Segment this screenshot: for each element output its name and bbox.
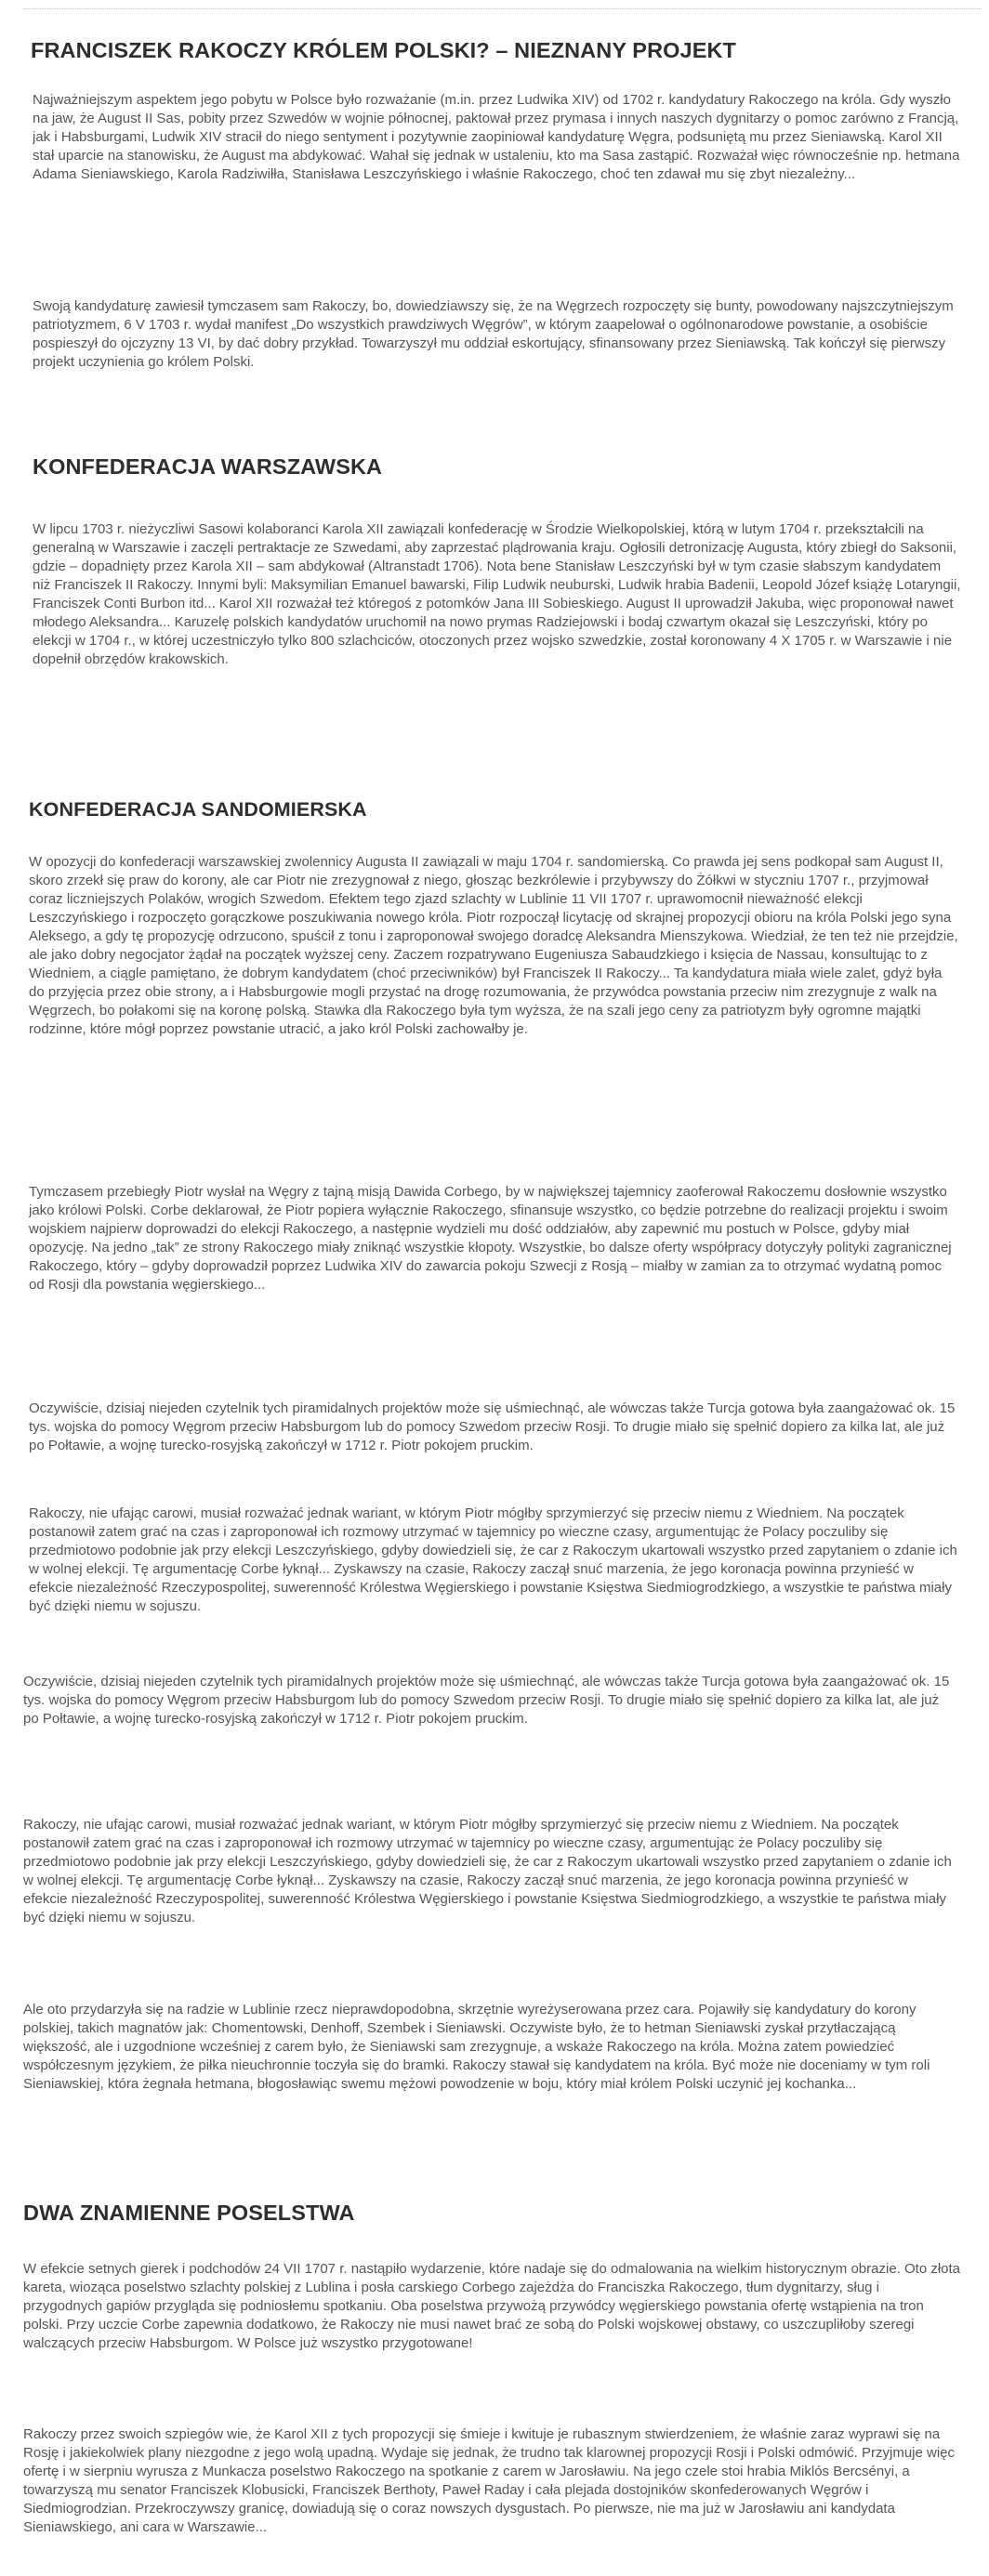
paragraph: W opozycji do konfederacji warszawskiej zwolennicy Augusta II zawiązali w maju 1704 r. sandomierską. Co prawda jej sens podkopał sam August II, skoro zrzekł się praw do korony, ale car Piotr nie zrezygnował z niego, głosząc bezkrólewie i przybywszy do Żółkwi w styczniu 1707 r., przyjmował coraz liczniejszych Polaków, wrogich Szwedom. Efektem tego zjazd szlachty w Lublinie 11 VII 1707 r. uprawomocnił nieważność elekcji Leszczyńskiego i rozpoczęto gorączkowe poszukiwania nowego króla. Piotr rozpoczął licytację od skrajnej propozycji obioru na króla Polski jego syna Aleksego, a gdy tę propozycję odrzucono, spuścił z tonu i zaproponował swojego doradcę Aleksandra Mienszykowa. Wiedział, że ten też nie przejdzie, ale jako dobry negocjator żądał na początek wyższej ceny. Zaczem rozpatrywano Eugeniusza Sabaudzkiego i księcia de Nassau, konsultując to z Wiedniem, a ciągle pamiętano, że dobrym kandydatem (choć przeciwników) był Franciszek II Rakoczy... Ta kandydatura miała wiele zalet, gdyż była do przyjęcia przez obie strony, a i Habsburgowie mogli przystać na drogę rozumowania, że przywódca powstania przeciw nim zrezygnuje z walk na Węgrzech, bo połakomi się na koronę polską. Stawka dla Rakoczego była tym wyższa, że na szali jego ceny za patriotyzm były ogromne majątki rodzinne, które mógł poprzez powstanie utracić, a jako król Polski zachowałby je. — [29, 854, 958, 1037]
paragraph: Swoją kandydaturę zawiesił tymczasem sam Rakoczy, bo, dowiedziawszy się, że na Węgrzech rozpoczęty się bunty, powodowany najszczytniejszym patriotyzmem, 6 V 1703 r. wydał manifest „Do wszystkich prawdziwych Węgrów”, w którym zaapelował o ogólnonarodowe powstanie, a osobiście pospieszył do ojczyzny 13 VI, by dać dobry przykład. Towarzyszył mu oddział eskortujący, sfinansowany przez Sieniawską. Tak kończył się pierwszy projekt uczynienia go królem Polski. — [33, 298, 954, 370]
section-title: KONFEDERACJA WARSZAWSKA — [33, 454, 383, 479]
paragraph: Oczywiście, dzisiaj niejeden czytelnik tych piramidalnych projektów może się uśmiechnąć, ale wówczas także Turcja gotowa była zaangażować ok. 15 tys. wojska do pomocy Węgrom przeciw Habsburgom lub do pomocy Szwedom przeciw Rosji. To drugie miało się spełnić dopiero za kilka lat, ale już po Połtawie, a wojnę turecko-rosyjską zakończył w 1712 r. Piotr pokojem pruckim. — [29, 1400, 956, 1453]
paragraph: Tymczasem przebiegły Piotr wysłał na Węgry z tajną misją Dawida Corbego, by w największej tajemnicy zaoferował Rakoczemu dosłownie wszystko jako królowi Polski. Corbe deklarował, że Piotr popiera wyłącznie Rakoczego, sfinansuje wszystko, co będzie potrzebne do realizacji projektu i swoim wojskiem najpierw doprowadzi do elekcji Rakoczego, a następnie wydzieli mu dość oddziałów, aby zapewnić mu postuch w Polsce, gdyby miał opozycję. Na jedno „tak” ze strony Rakoczego miały zniknąć wszystkie kłopoty. Wszystkie, bo dalsze oferty współpracy dotyczyły polityki zagranicznej Rakoczego, który – gdyby doprowadził poprzez Ludwika XIV do zawarcia pokoju Szwecji z Rosją – miałby w zamian za to otrzymać wydatną pomoc od Rosji dla powstania węgierskiego... — [29, 1184, 952, 1293]
paragraph: Rakoczy, nie ufając carowi, musiał rozważać jednak wariant, w którym Piotr mógłby sprzymierzyć się przeciw niemu z Wiedniem. Na początek postanowił zatem grać na czas i zaproponował ich rozmowy utrzymać w tajemnicy po wieczne czasy, argumentując że Polacy poczuliby się przedmiotowo podobnie jak przy elekcji Leszczyńskiego, gdyby dowiedzieli się, że car z Rakoczym ukartowali wszystko przed zapytaniem o zdanie ich w wolnej elekcji. Tę argumentację Corbe łyknął... Zyskawszy na czasie, Rakoczy zaczął snuć marzenia, że jego koronacja powinna przynieść w efekcie niezależność Rzeczypospolitej, suwerenność Królestwa Węgierskiego i powstanie Księstwa Siedmiogrodzkiego, a wszystkie te państwa miały być dzięki niemu w sojuszu. — [23, 1817, 952, 1925]
paragraph: Rakoczy przez swoich szpiegów wie, że Karol XII z tych propozycji się śmieje i kwituje je rubasznym stwierdzeniem, że właśnie zaraz wyprawi się na Rosję i jakiekolwiek plany niezgodne z jego wolą upadną. Wydaje się jednak, że trudno tak klarownej propozycji Rosji i Polski odmówić. Przyjmuje więc ofertę i w sierpniu wyrusza z Munkacza poselstwo Rakoczego na spotkanie z carem w Jarosławiu. Na jego czele stoi hrabia Miklós Bercsényi, a towarzyszą mu senator Franciszek Klobusicki, Franciszek Berthoty, Paweł Raday i cała plejada dostojników skonfederowanych Węgrów i Siedmiogrodzian. Przekroczywszy granicę, dowiadują się o coraz nowszych dysgustach. Po pierwsze, nie ma już w Jarosławiu ani kandydata Sieniawskiego, ani cara w Warszawie... — [23, 2426, 956, 2535]
section-title: FRANCISZEK RAKOCZY KRÓLEM POLSKI? – NIEZNANY PROJEKT — [31, 38, 737, 62]
paragraph: Najważniejszym aspektem jego pobytu w Polsce było rozważanie (m.in. przez Ludwika XIV) od 1702 r. kandydatury Rakoczego na króla. Gdy wyszło na jaw, że August II Sas, pobity przez Szwedów w wojnie północnej, paktował przez prymasa i innych naszych dygnitarzy o pomoc zarówno z Francją, jak i Habsburgami, Ludwik XIV stracił do niego sentyment i pozytywnie zaopiniował kandydaturę Węgra, podsuniętą mu przez Sieniawską. Karol XII stał uparcie na stanowisku, że August ma abdykować. Wahał się jednak w ustaleniu, kto ma Sasa zastąpić. Rozważał więc równocześnie np. hetmana Adama Sieniawskiego, Karola Radziwiłła, Stanisława Leszczyńskiego i właśnie Rakoczego, choć ten zdawał mu się zbyt niezależny... — [33, 92, 960, 182]
section-title: DWA ZNAMIENNE POSELSTWA — [23, 2201, 355, 2225]
paragraph: Oczywiście, dzisiaj niejeden czytelnik tych piramidalnych projektów może się uśmiechnąć, ale wówczas także Turcja gotowa była zaangażować ok. 15 tys. wojska do pomocy Węgrom przeciw Habsburgom lub do pomocy Szwedom przeciw Rosji. To drugie miało się spełnić dopiero za kilka lat, ale już po Połtawie, a wojnę turecko-rosyjską zakończył w 1712 r. Piotr pokojem pruckim. — [23, 1674, 950, 1727]
paragraph: Rakoczy, nie ufając carowi, musiał rozważać jednak wariant, w którym Piotr mógłby sprzymierzyć się przeciw niemu z Wiedniem. Na początek postanowił zatem grać na czas i zaproponował ich rozmowy utrzymać w tajemnicy po wieczne czasy, argumentując że Polacy poczuliby się przedmiotowo podobnie jak przy elekcji Leszczyńskiego, gdyby dowiedzieli się, że car z Rakoczym ukartowali wszystko przed zapytaniem o zdanie ich w wolnej elekcji. Tę argumentację Corbe łyknął... Zyskawszy na czasie, Rakoczy zaczął snuć marzenia, że jego koronacja powinna przynieść w efekcie niezależność Rzeczypospolitej, suwerenność Królestwa Węgierskiego i powstanie Księstwa Siedmiogrodzkiego, a wszystkie te państwa miały być dzięki niemu w sojuszu. — [29, 1505, 957, 1614]
section-title: KONFEDERACJA SANDOMIERSKA — [29, 798, 367, 821]
paragraph: Ale oto przydarzyła się na radzie w Lublinie rzecz nieprawdopodobna, skrzętnie wyreżyserowana przez cara. Pojawiły się kandydatury do korony polskiej, takich magnatów jak: Chomentowski, Denhoff, Szembek i Sieniawski. Oczywiste było, że to hetman Sieniawski zyskał przytłaczającą większość, ale i uzgodnione wcześniej z carem było, że Sieniawski sam zrezygnuje, a wskaże Rakoczego na króla. Można zatem powiedzieć współczesnym językiem, że piłka nieuchronnie toczyła się do bramki. Rakoczy stawał się kandydatem na króla. Być może nie doceniamy w tym roli Sieniawskiej, która żegnała hetmana, błogosławiąc swemu mężowi powodzenie w boju, który miał królem Polski uczynić jej kochanka... — [23, 2002, 930, 2092]
paragraph: W lipcu 1703 r. nieżyczliwi Sasowi kolaboranci Karola XII zawiązali konfederację w Środzie Wielkopolskiej, którą w lutym 1704 r. przekształcili na generalną w Warszawie i zaczęli pertraktacje ze Szwedami, aby zaprzestać plądrowania kraju. Ogłosili detronizację Augusta, który zbiegł do Saksonii, gdzie – dopadnięty przez Karola XII – sam abdykował (Altranstadt 1706). Nota bene Stanisław Leszczyński był w tym czasie słabszym kandydatem niż Franciszek II Rakoczy. Innymi byli: Maksymilian Emanuel bawarski, Filip Ludwik neuburski, Ludwik hrabia Badenii, Leopold Józef książę Lotaryngii, Franciszek Conti Burbon itd... Karol XII rozważał też któregoś z potomków Jana III Sobieskiego. August II uprowadził Jakuba, więc proponował nawet młodego Aleksandra... Karuzelę polskich kandydatów uruchomił na nowo prymas Radziejowski i bodaj czwartym okazał się Leszczyński, który po elekcji w 1704 r., w której uczestniczyło tylko 800 szlachciców, otoczonych przez wojsko szwedzkie, został koronowany 4 X 1705 r. w Warszawie i nie dopełnił obrzędów krakowskich. — [33, 521, 961, 667]
paragraph: W efekcie setnych gierek i podchodów 24 VII 1707 r. nastąpiło wydarzenie, które nadaje się do odmalowania na wielkim historycznym obrazie. Oto złota kareta, wioząca poselstwo szlachty polskiej z Lublina i posła carskiego Corbego zajeżdża do Franciszka Rakoczego, tłum dygnitarzy, sług i przygodnych gapiów przygląda się podniosłemu spotkaniu. Oba poselstwa przywożą przywódcy węgierskiego powstania ofertę wstąpienia na tron polski. Przy uczcie Corbe zapewnia dodatkowo, że Rakoczy nie musi nawet brać ze sobą do Polski wojskowej obstawy, co uszczupliłoby szeregi walczących przeciw Habsburgom. W Polsce już wszystko przygotowane! — [23, 2261, 961, 2351]
